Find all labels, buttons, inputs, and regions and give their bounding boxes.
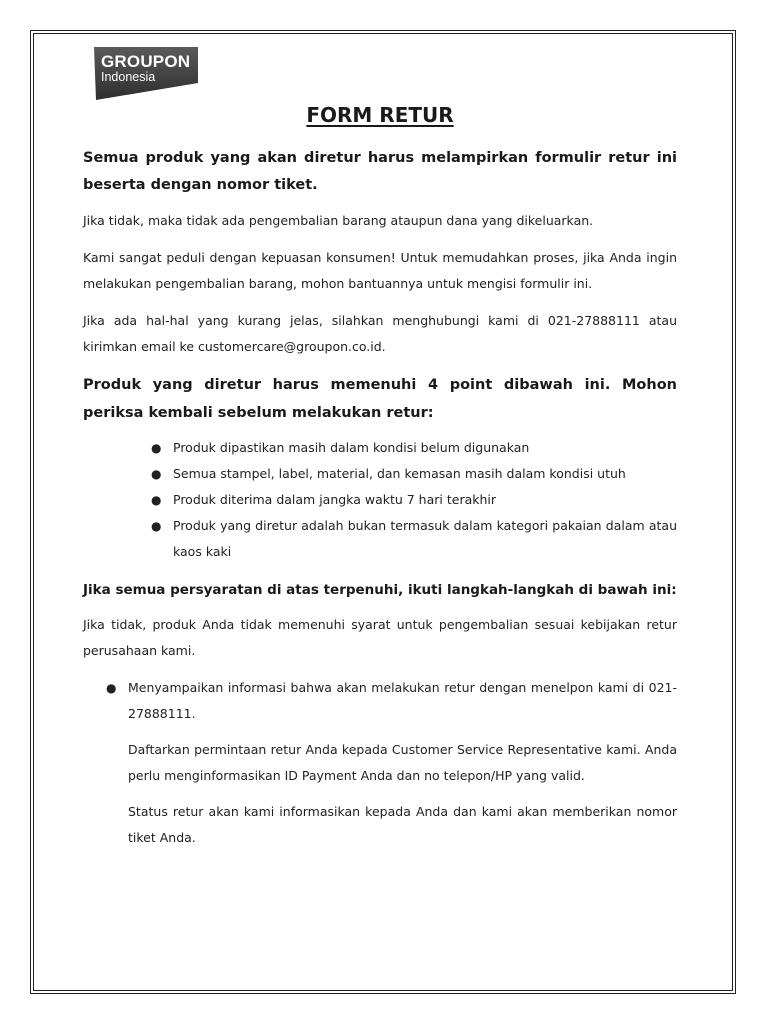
- requirements-heading: Produk yang diretur harus memenuhi 4 point dibawah ini. Mohon periksa kembali sebelum melakukan retur:: [83, 377, 677, 421]
- steps-note: Jika tidak, produk Anda tidak memenuhi syarat untuk pengembalian sesuai kebijakan retur perusahaan kami.: [83, 617, 677, 658]
- step-text: Menyampaikan informasi bahwa akan melakukan retur dengan menelpon kami di 021-27888111.: [128, 680, 677, 721]
- bullet-icon: ●: [151, 519, 162, 533]
- document-body: [83, 100, 677, 861]
- logo-text: [101, 53, 190, 84]
- requirement-text: Produk diterima dalam jangka waktu 7 hari terakhir: [173, 492, 497, 507]
- steps-list: [83, 675, 677, 727]
- step-detail-status: Status retur akan kami informasikan kepada Anda dan kami akan memberikan nomor tiket Anda.: [128, 804, 677, 845]
- bullet-icon: ●: [151, 467, 162, 481]
- list-item: [151, 435, 677, 461]
- list-item: [151, 513, 677, 565]
- step-detail-register: Daftarkan permintaan retur Anda kepada Customer Service Representative kami. Anda perlu menginformasikan ID Payment Anda dan no telepon/HP yang valid.: [128, 742, 677, 783]
- list-item: [106, 675, 677, 727]
- bullet-icon: ●: [106, 681, 117, 695]
- requirement-text: Produk dipastikan masih dalam kondisi belum digunakan: [173, 440, 530, 455]
- page-title: FORM RETUR: [306, 103, 454, 127]
- logo-line-2: Indonesia: [101, 70, 156, 84]
- intro-lead: Semua produk yang akan diretur harus melampirkan formulir retur ini beserta dengan nomor tiket.: [83, 150, 677, 193]
- requirement-text: Semua stampel, label, material, dan kemasan masih dalam kondisi utuh: [173, 466, 626, 481]
- requirements-list: [83, 435, 677, 565]
- list-item: [151, 461, 677, 487]
- bullet-icon: ●: [151, 493, 162, 507]
- logo-line-1: GROUPON: [101, 52, 191, 71]
- steps-heading: Jika semua persyaratan di atas terpenuhi, ikuti langkah-langkah di bawah ini:: [83, 582, 677, 598]
- paragraph-satisfaction: Kami sangat peduli dengan kepuasan konsumen! Untuk memudahkan proses, jika Anda ingin melakukan pengembalian barang, mohon bantuannya untuk mengisi formulir ini.: [83, 250, 677, 291]
- groupon-logo: [94, 47, 198, 100]
- paragraph-contact: Jika ada hal-hal yang kurang jelas, silahkan menghubungi kami di 021-27888111 atau kirimkan email ke customercare@groupon.co.id.: [83, 313, 677, 354]
- requirement-text: Produk yang diretur adalah bukan termasuk dalam kategori pakaian dalam atau kaos kaki: [173, 518, 677, 559]
- bullet-icon: ●: [151, 441, 162, 455]
- list-item: [151, 487, 677, 513]
- paragraph-no-return: Jika tidak, maka tidak ada pengembalian barang ataupun dana yang dikeluarkan.: [83, 213, 594, 228]
